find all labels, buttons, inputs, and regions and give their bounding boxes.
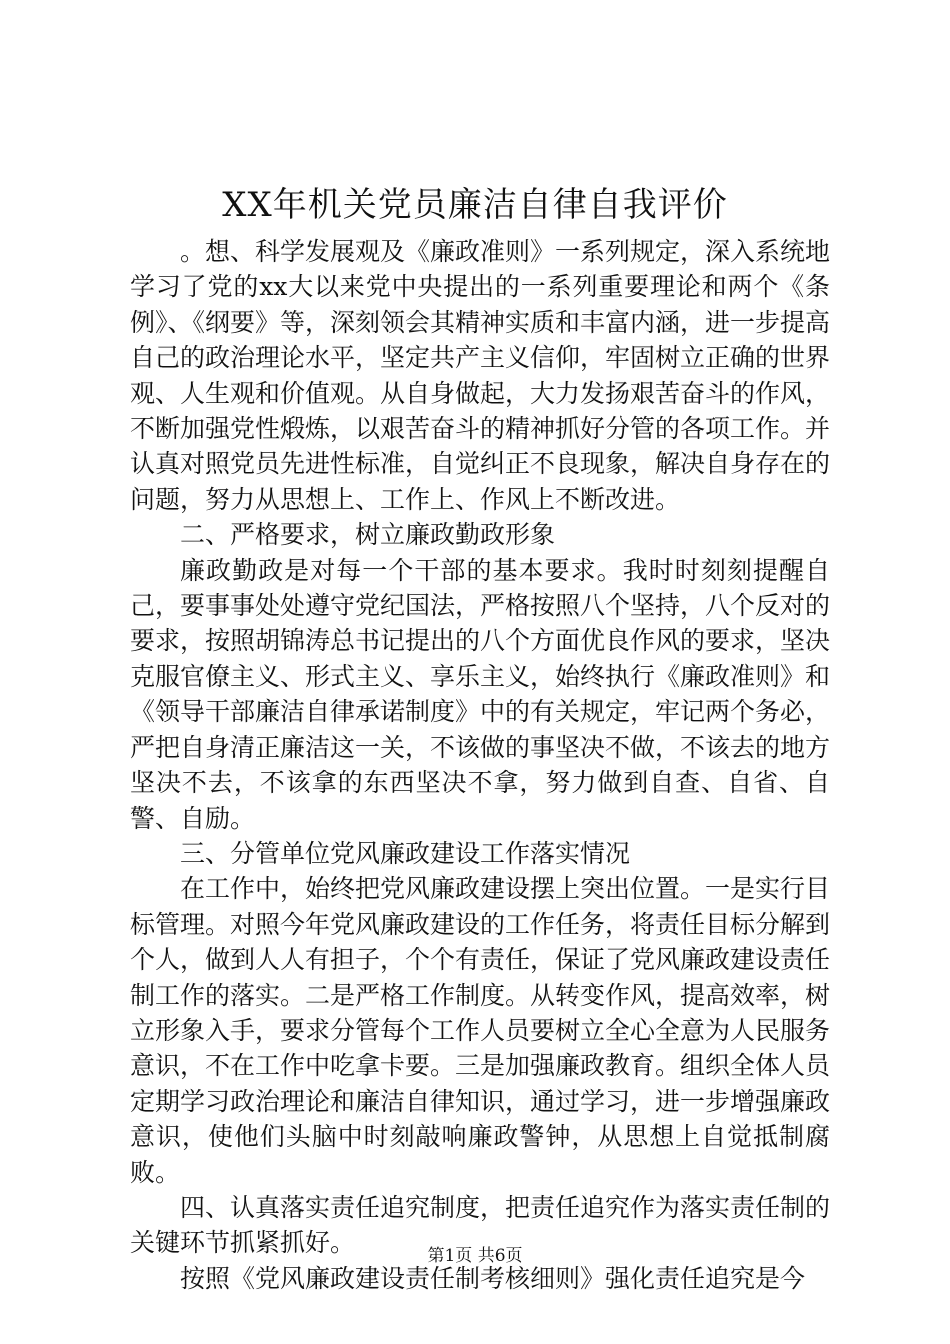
document-body <box>130 234 830 1296</box>
paragraph-section-2: 廉政勤政是对每一个干部的基本要求。我时时刻刻提醒自己，要事事处处遵守党纪国法，严格按照八个坚持，八个反对的要求，按照胡锦涛总书记提出的八个方面优良作风的要求，坚决克服官僚主义、形式主义、享乐主义，始终执行《廉政准则》和《领导干部廉洁自律承诺制度》中的有关规定，牢记两个务必，严把自身清正廉洁这一关，不该做的事坚决不做，不该去的地方坚决不去，不该拿的东西坚决不拿，努力做到自查、自省、自警、自励。 <box>130 555 831 833</box>
document-title: XX年机关党员廉洁自律自我评价 <box>222 185 728 225</box>
section-heading-4: 四、认真落实责任追究制度，把责任追究作为落实责任制的关键环节抓紧抓好。 <box>130 1192 831 1258</box>
section-heading-3: 三、分管单位党风廉政建设工作落实情况 <box>180 838 631 868</box>
section-heading-2: 二、严格要求，树立廉政勤政形象 <box>180 520 556 550</box>
paragraph-section-3: 在工作中，始终把党风廉政建设摆上突出位置。一是实行目标管理。对照今年党风廉政建设的工作任务，将责任目标分解到个人，做到人人有担子，个个有责任，保证了党风廉政建设责任制工作的落实。二是严格工作制度。从转变作风，提高效率，树立形象入手，要求分管每个工作人员要树立全心全意为人民服务意识，不在工作中吃拿卡要。三是加强廉政教育。组织全体人员定期学习政治理论和廉洁自律知识，通过学习，进一步增强廉政意识，使他们头脑中时刻敲响廉政警钟，从思想上自觉抵制腐败。 <box>130 874 831 1187</box>
page-number-footer: 第1页 共6页 <box>427 1246 523 1266</box>
paragraph-section-4: 按照《党风廉政建设责任制考核细则》强化责任追究是今 <box>180 1263 806 1293</box>
paragraph-intro: 。想、科学发展观及《廉政准则》一系列规定，深入系统地学习了党的xx大以来党中央提出的一系列重要理论和两个《条例》、《纲要》等，深刻领会其精神实质和丰富内涵，进一步提高自己的政治理论水平，坚定共产主义信仰，牢固树立正确的世界观、人生观和价值观。从自身做起，大力发扬艰苦奋斗的作风，不断加强党性煅炼，以艰苦奋斗的精神抓好分管的各项工作。并认真对照党员先进性标准，自觉纠正不良现象，解决自身存在的问题，努力从思想上、工作上、作风上不断改进。 <box>130 237 831 514</box>
